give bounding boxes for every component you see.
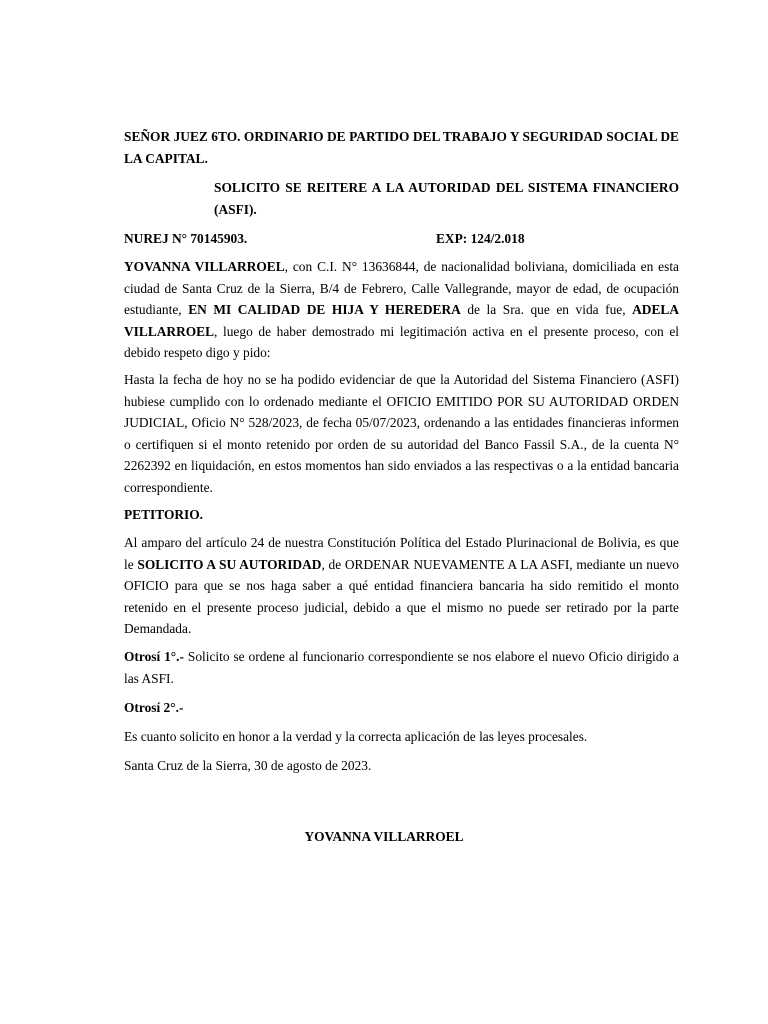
applicant-name: YOVANNA VILLARROEL [124,259,285,274]
otrosi-2-label: Otrosí 2°.- [124,700,184,715]
closing-statement: Es cuanto solicito en honor a la verdad y la correcta aplicación de las leyes procesales. [124,729,588,744]
intro-text-c: , luego de haber demostrado mi legitimación activa en el presente proceso, con el debido respeto digo y pido: [124,323,679,360]
expediente-number: EXP: 124/2.018 [436,231,525,246]
heir-capacity: EN MI CALIDAD DE HIJA Y HEREDERA [188,302,461,317]
petitorio-text-b: , de ORDENAR NUEVAMENTE A LA ASFI, mediante un nuevo OFICIO para que se nos haga saber a qué entidad financiera bancaria ha sido remitido el monto retenido en el presente proceso judicial, debido a que el mismo no puede ser retirado por la parte Demandada. [124,556,679,636]
signature-name: YOVANNA VILLARROEL [304,829,464,844]
intro-text-a: , con C.I. N° 13636844, de nacionalidad boliviana, domiciliada en esta ciudad de Santa Cruz de la Sierra, B/4 de Febrero, Calle Vallegrande, mayor de edad, de ocupación estudiante, [124,259,679,317]
intro-text-b: de la Sra. que en vida fue, [460,302,633,317]
date-line: Santa Cruz de la Sierra, 30 de agosto de 2023. [124,758,372,773]
petitorio-paragraph [124,532,679,640]
nurej-number: NUREJ N° 70145903. [124,231,248,246]
intro-paragraph [124,256,679,364]
otrosi-1-text: Solicito se ordene al funcionario correspondiente se nos elabore el nuevo Oficio dirigido a las ASFI. [124,649,679,686]
facts-paragraph: Hasta la fecha de hoy no se ha podido evidenciar de que la Autoridad del Sistema Financiero (ASFI) hubiese cumplido con lo ordenado mediante el OFICIO EMITIDO POR SU AUTORIDAD ORDEN JUDICIAL, Oficio N° 528/2023, de fecha 05/07/2023, ordenando a las entidades financieras informen o certifiquen si el monto retenido por orden de su autoridad del Banco Fassil S.A., de la cuenta N° 2262392 en liquidación, en estos momentos han sido enviados a las respectivas o a la entidad bancaria correspondiente. [124,372,679,495]
petitorio-title: PETITORIO. [124,507,204,522]
document-subject: SOLICITO SE REITERE A LA AUTORIDAD DEL SISTEMA FINANCIERO (ASFI). [214,180,679,217]
petitorio-request: SOLICITO A SU AUTORIDAD [137,556,322,572]
case-reference-line [124,228,679,250]
petitorio-text-a: Al amparo del artículo 24 de nuestra Constitución Política del Estado Plurinacional de Bolivia, es que le [124,535,679,572]
document-heading: SEÑOR JUEZ 6TO. ORDINARIO DE PARTIDO DEL TRABAJO Y SEGURIDAD SOCIAL DE LA CAPITAL. [124,129,679,166]
deceased-name: ADELA VILLARROEL [124,302,679,339]
otrosi-1-label: Otrosí 1°.- [124,649,184,664]
otrosi-1-paragraph [124,646,679,689]
